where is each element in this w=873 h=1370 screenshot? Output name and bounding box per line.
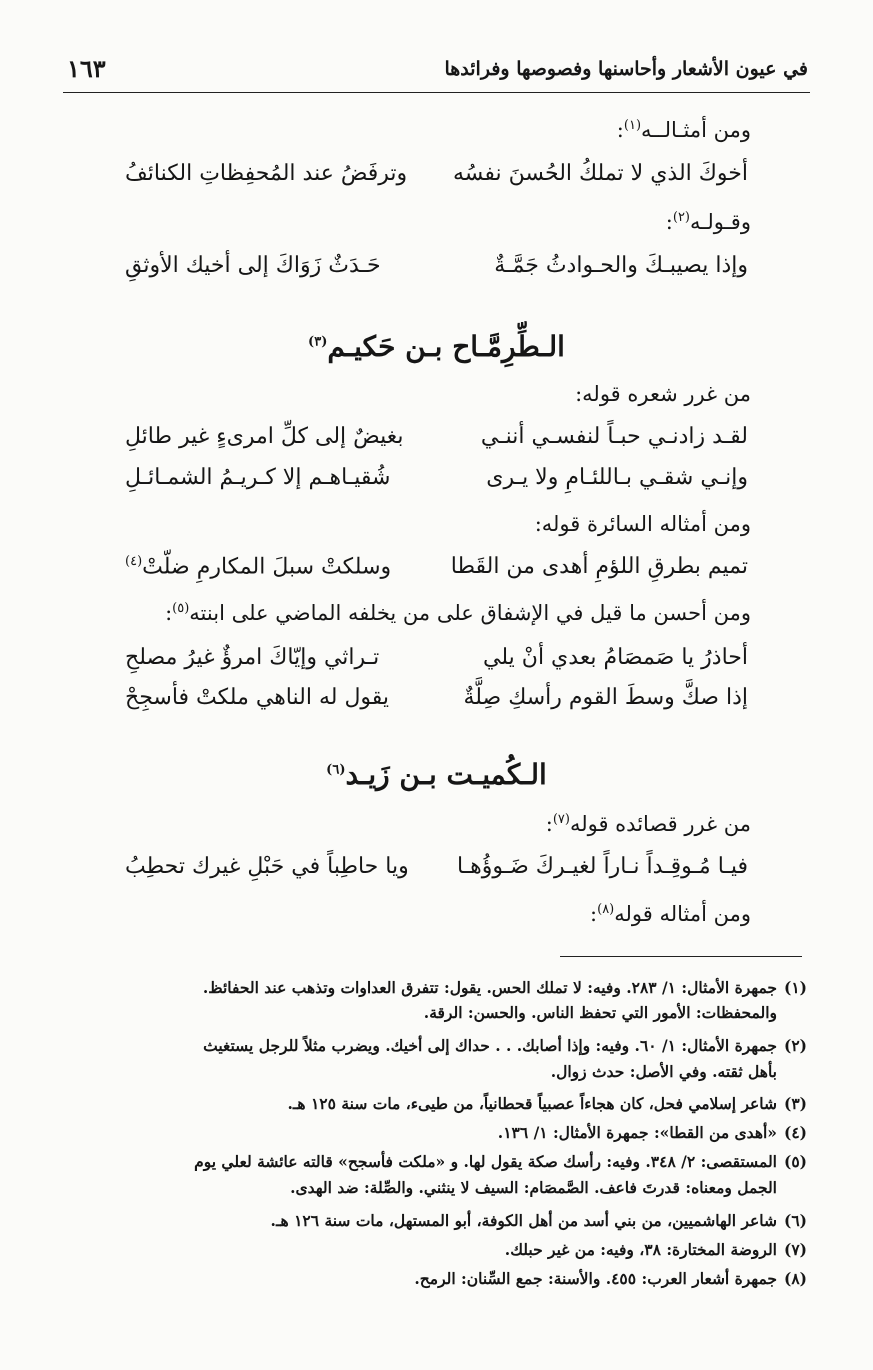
footnote-8: (٨)جمهرة أشعار العرب: ٤٥٥. والأسنة: جمع السِّنان: الرمح. (414, 1269, 807, 1288)
intro-line-5: ومن أحسن ما قيل في الإشفاق على من يخلفه الماضي على ابنته$^{(٥)}$: (165, 601, 751, 625)
footnote-ref-2[interactable]: (٢) (672, 210, 690, 225)
footnote-ref-6[interactable]: (٦) (326, 762, 346, 778)
footnote-3: (٣)شاعر إسلامي فحل، كان هجاءاً عصبياً قحطانياً، من طيىء، مات سنة ١٢٥ هـ. (287, 1094, 807, 1113)
verse-3-second-hemistich: بغيضٌ إلى كلِّ امرىءٍ غير طائلِ (125, 424, 404, 449)
verse-3 (125, 424, 748, 460)
footnote-1: (١)جمهرة الأمثال: ١/ ٢٨٣. وفيه: لا تملك الحس. يقول: تتفرق العداوات وتذهب عند الحفائظ. (202, 978, 807, 997)
footnote-ref-3[interactable]: (٣) (308, 334, 328, 350)
poet-heading-kumayt: الـكُميـت بـن زَيـد$^{(٦)}$ (326, 758, 547, 791)
verse-4-first-hemistich: وإنـي شقـي بـاللئـامِ ولا يـرى (486, 465, 748, 490)
verse-7-second-hemistich: يقول له الناهي ملكتْ فأسجِحْ (125, 685, 390, 710)
intro-line-3: من غرر شعره قوله: (575, 382, 751, 406)
verse-5 (125, 554, 748, 590)
page-number: ١٦٣ (67, 54, 106, 83)
intro-line-6: من غرر قصائده قوله$^{(٧)}$: (545, 812, 751, 836)
footnote-ref-7[interactable]: (٧) (552, 812, 570, 827)
footnote-separator (560, 956, 802, 957)
verse-2-first-hemistich: وإذا يصيبـكَ والحـوادثُ جَمَّـةٌ (494, 253, 748, 278)
verse-7-first-hemistich: إذا صكَّ وسطَ القوم رأسكِ صِلَّةٌ (463, 685, 748, 710)
intro-line-7: ومن أمثاله قوله$^{(٨)}$: (590, 902, 751, 926)
verse-7 (125, 685, 748, 721)
header-rule (63, 92, 810, 93)
footnote-2-continued: بأهل ثقته. وفي الأصل: حدث زوال. (550, 1062, 777, 1081)
footnote-ref-5[interactable]: (٥) (172, 601, 190, 616)
footnote-2: (٢)جمهرة الأمثال: ١/ ٦٠. وفيه: وإذا أصابك. . . حداك إلى أخيك. ويضرب مثلاً للرجل يستغيث (203, 1036, 807, 1055)
verse-2-second-hemistich: حَـدَثٌ زَوَاكَ إلى أخيك الأوثقِ (125, 253, 381, 278)
verse-5-first-hemistich: تميم بطرقِ اللؤمِ أهدى من القَطا (450, 554, 748, 579)
verse-8 (125, 854, 748, 890)
verse-4-second-hemistich: شُقيـاهـم إلا كـريـمُ الشمـائـلِ (125, 465, 391, 490)
verse-6 (125, 645, 748, 681)
footnote-5: (٥)المستقصى: ٢/ ٣٤٨. وفيه: رأسك صكة يقول لها. و «ملكت فأسجح» قالته عائشة لعلي يوم (194, 1152, 807, 1171)
verse-8-second-hemistich: ويا حاطِباً في حَبْلِ غيرك تحطِبُ (125, 854, 409, 879)
verse-2 (125, 253, 748, 289)
poet-heading-tirimmah: الـطِّرِمَّـاح بـن حَكيـم$^{(٣)}$ (308, 330, 565, 363)
verse-1 (125, 161, 748, 197)
footnote-ref-4[interactable]: (٤) (125, 554, 143, 569)
verse-6-second-hemistich: تـراثي وإيّاكَ امرؤٌ غيرُ مصلحِ (125, 645, 380, 670)
verse-3-first-hemistich: لقـد زادنـي حبـاً لنفسـي أننـي (480, 424, 748, 449)
intro-line-2: وقـولـه$^{(٢)}$: (665, 210, 751, 234)
footnote-1-continued: والمحفظات: الأمور التي تحفظ الناس. والحسن: الرقة. (423, 1003, 777, 1022)
verse-1-first-hemistich: أخوكَ الذي لا تملكُ الحُسنَ نفسُه (452, 161, 748, 186)
footnote-ref-8[interactable]: (٨) (597, 902, 615, 917)
verse-4 (125, 465, 748, 501)
intro-line-1: ومن أمثـالــه$^{(١)}$: (616, 118, 751, 142)
footnote-7: (٧)الروضة المختارة: ٣٨، وفيه: من غير حبلك. (504, 1240, 807, 1259)
footnote-ref-1[interactable]: (١) (623, 118, 642, 133)
verse-6-first-hemistich: أحاذرُ يا صَمصَامُ بعدي أنْ يلي (483, 645, 748, 670)
intro-line-4: ومن أمثاله السائرة قوله: (534, 512, 751, 536)
footnote-5-continued: الجمل ومعناه: قدرتَ فاعف. الصَّمصَام: السيف لا ينثني. والصِّلة: ضد الهدى. (290, 1178, 777, 1197)
running-header-title: في عيون الأشعار وأحاسنها وفصوصها وفرائدها (444, 58, 808, 80)
verse-8-first-hemistich: فيـا مُـوقِـداً نـاراً لغيـركَ ضَـوؤُهـا (456, 854, 748, 879)
footnote-6: (٦)شاعر الهاشميين، من بني أسد من أهل الكوفة، أبو المستهل، مات سنة ١٢٦ هـ. (270, 1211, 807, 1230)
footnote-4: (٤)«أهدى من القطا»: جمهرة الأمثال: ١/ ١٣٦. (497, 1123, 807, 1142)
verse-1-second-hemistich: وترفَضُ عند المُحفِظاتِ الكنائفُ (125, 161, 408, 186)
verse-5-second-hemistich: وسلكتْ سبلَ المكارمِ ضلّتْ$^{(٤)}$ (125, 554, 392, 580)
